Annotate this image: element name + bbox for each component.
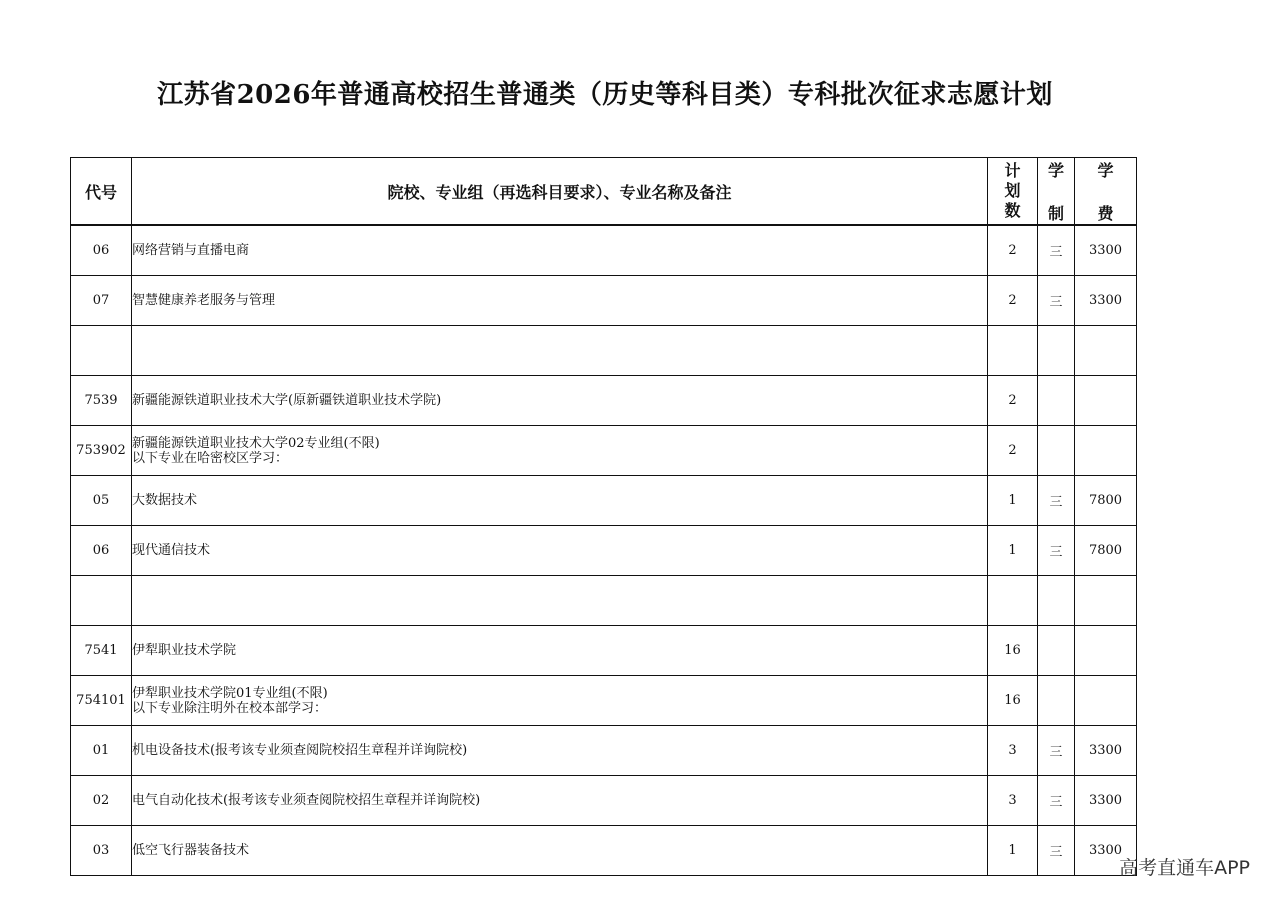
row-name [132,526,988,576]
row-duration [1038,576,1075,626]
row-name-line: 伊犁职业技术学院01专业组(不限) [132,685,328,701]
page-title: 江苏省2026年普通高校招生普通类（历史等科目类）专科批次征求志愿计划 [157,80,1053,110]
header-plan [988,158,1038,226]
row-plan: 2 [988,376,1038,426]
row-plan: 1 [988,526,1038,576]
row-fee: 3300 [1075,276,1137,326]
row-duration [1038,626,1075,676]
row-fee [1075,426,1137,476]
row-plan: 2 [988,276,1038,326]
row-plan: 2 [988,426,1038,476]
table-row [71,776,1137,826]
row-name [132,476,988,526]
row-duration: 三 [1038,276,1075,326]
row-name [132,576,988,626]
row-note-line: 以下专业除注明外在校本部学习： [132,700,328,716]
row-name-line: 新疆能源铁道职业技术大学(原新疆铁道职业技术学院) [132,393,442,408]
row-code: 07 [71,276,132,326]
row-name [132,326,988,376]
row-fee: 3300 [1075,826,1137,876]
row-duration: 三 [1038,225,1075,276]
row-plan [988,326,1038,376]
row-code [71,326,132,376]
row-name [132,225,988,276]
table-body [71,225,1137,876]
row-fee [1075,576,1137,626]
row-name [132,376,988,426]
header-duration [1038,158,1075,226]
row-code [71,576,132,626]
row-name-line: 网络营销与直播电商 [132,243,250,258]
row-plan: 1 [988,826,1038,876]
table-row [71,726,1137,776]
row-plan: 16 [988,626,1038,676]
row-note-line: 以下专业在哈密校区学习： [132,450,289,466]
header-plan-char: 数 [1004,201,1021,220]
row-name [132,676,988,726]
row-name [132,776,988,826]
row-name-line: 伊犁职业技术学院 [132,643,237,658]
row-name-line: 大数据技术 [132,493,198,508]
table-row [71,225,1137,276]
header-fee-char: 学 [1097,161,1114,180]
table-header-row [71,158,1137,226]
row-code: 05 [71,476,132,526]
table-row [71,326,1137,376]
row-plan [988,576,1038,626]
row-name [132,826,988,876]
header-duration-char: 学 [1047,161,1064,180]
header-plan-char: 划 [1004,181,1021,200]
row-name-line: 现代通信技术 [132,543,211,558]
row-code: 02 [71,776,132,826]
row-code: 753902 [71,426,132,476]
table-row [71,476,1137,526]
row-plan: 3 [988,776,1038,826]
row-duration: 三 [1038,826,1075,876]
table-row [71,526,1137,576]
row-code: 03 [71,826,132,876]
row-fee: 7800 [1075,526,1137,576]
row-fee: 7800 [1075,476,1137,526]
row-name-line: 智慧健康养老服务与管理 [132,293,276,308]
row-name-line: 新疆能源铁道职业技术大学02专业组(不限) [132,435,380,451]
row-plan: 3 [988,726,1038,776]
header-name: 院校、专业组（再选科目要求）、专业名称及备注 [132,158,988,226]
table-row [71,626,1137,676]
row-name [132,726,988,776]
header-duration-char: 制 [1047,204,1064,223]
row-fee: 3300 [1075,776,1137,826]
row-plan: 1 [988,476,1038,526]
row-duration: 三 [1038,726,1075,776]
row-code: 754101 [71,676,132,726]
table-row [71,276,1137,326]
row-duration [1038,376,1075,426]
table-row [71,826,1137,876]
row-fee [1075,676,1137,726]
row-duration: 三 [1038,776,1075,826]
table-row [71,376,1137,426]
row-name-line: 电气自动化技术(报考该专业须查阅院校招生章程并详询院校) [132,793,481,808]
row-name [132,626,988,676]
header-fee-char: 费 [1097,204,1114,223]
row-fee: 3300 [1075,726,1137,776]
row-duration: 三 [1038,526,1075,576]
watermark: 高考直通车APP [1119,857,1250,879]
table-row [71,676,1137,726]
table-row [71,426,1137,476]
row-duration: 三 [1038,476,1075,526]
header-fee [1075,158,1137,226]
enrollment-plan-table [70,157,1137,876]
row-code: 7539 [71,376,132,426]
row-code: 7541 [71,626,132,676]
row-plan: 2 [988,225,1038,276]
row-code: 06 [71,526,132,576]
row-code: 06 [71,225,132,276]
row-name [132,276,988,326]
row-duration [1038,676,1075,726]
row-name-line: 机电设备技术(报考该专业须查阅院校招生章程并详询院校) [132,743,468,758]
row-code: 01 [71,726,132,776]
row-duration [1038,426,1075,476]
row-fee [1075,376,1137,426]
row-plan: 16 [988,676,1038,726]
row-fee [1075,626,1137,676]
row-name-line: 低空飞行器装备技术 [132,843,250,858]
row-fee: 3300 [1075,225,1137,276]
row-fee [1075,326,1137,376]
row-name [132,426,988,476]
row-duration [1038,326,1075,376]
table-row [71,576,1137,626]
header-code: 代号 [71,158,132,226]
header-plan-char: 计 [1004,161,1021,180]
